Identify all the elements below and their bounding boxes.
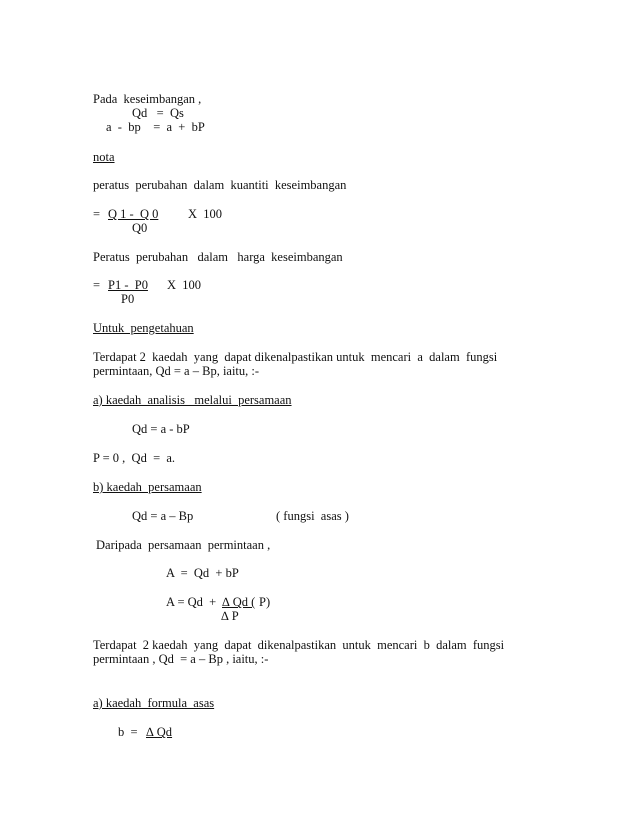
- delta-qd-fraction: ∆ Qd (: [222, 595, 256, 609]
- equation-basic-function: Qd = a – Bp: [132, 509, 194, 523]
- basic-function-note: ( fungsi asas ): [276, 509, 349, 523]
- equation-qd-qs: Qd = Qs: [132, 106, 184, 120]
- paragraph-a-line1: Terdapat 2 kaedah yang dapat dikenalpastikan untuk mencari a dalam fungsi: [93, 350, 498, 364]
- b-equals: b =: [118, 725, 138, 739]
- formula-method-heading: a) kaedah formula asas: [93, 696, 215, 710]
- from-demand-equation: Daripada persamaan permintaan ,: [96, 538, 271, 552]
- method-a-heading: a) kaedah analisis melalui persamaan: [93, 393, 292, 407]
- nota-heading: nota: [93, 150, 115, 164]
- equilibrium-intro: Pada keseimbangan ,: [93, 92, 202, 106]
- untuk-pengetahuan-heading: Untuk pengetahuan: [93, 321, 194, 335]
- price-denominator: P0: [121, 292, 135, 306]
- paragraph-b-line1: Terdapat 2 kaedah yang dapat dikenalpastikan untuk mencari b dalam fungsi: [93, 638, 505, 652]
- equation-qd-a-bp: Qd = a - bP: [132, 422, 190, 436]
- delta-p-denominator: ∆ P: [221, 609, 239, 623]
- equation-p-zero: P = 0 , Qd = a.: [93, 451, 176, 465]
- times-100: X 100: [188, 207, 223, 221]
- equals-sign: =: [93, 207, 101, 221]
- equation-a-qd-bp: A = Qd + bP: [166, 566, 239, 580]
- equals-sign: =: [93, 278, 101, 292]
- equation-a-qd-plus: A = Qd +: [166, 595, 217, 609]
- paragraph-a-line2: permintaan, Qd = a – Bp, iaitu, :-: [93, 364, 260, 378]
- equation-a-bp: a - bp = a + bP: [106, 120, 205, 134]
- p-factor: P): [259, 595, 271, 609]
- delta-qd-numerator: ∆ Qd: [146, 725, 173, 739]
- price-change-label: Peratus perubahan dalam harga keseimbangan: [93, 250, 343, 264]
- price-numerator: P1 - P0: [108, 278, 148, 292]
- quantity-numerator: Q 1 - Q 0: [108, 207, 159, 221]
- quantity-change-label: peratus perubahan dalam kuantiti keseimbangan: [93, 178, 347, 192]
- method-b-heading: b) kaedah persamaan: [93, 480, 202, 494]
- times-100: X 100: [167, 278, 202, 292]
- paragraph-b-line2: permintaan , Qd = a – Bp , iaitu, :-: [93, 652, 269, 666]
- quantity-denominator: Q0: [132, 221, 148, 235]
